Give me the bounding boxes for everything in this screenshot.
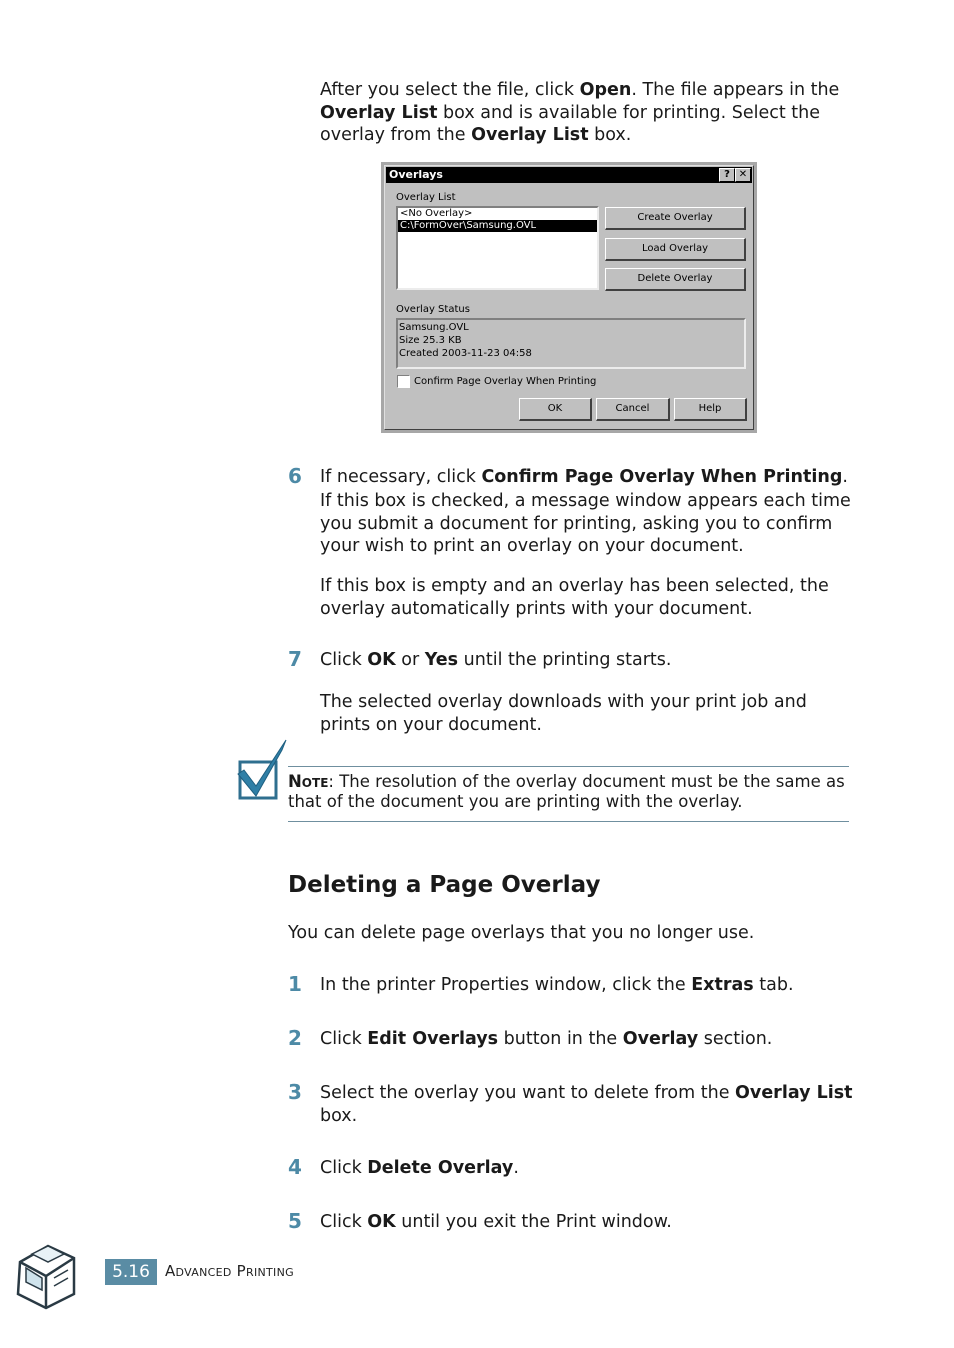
text: If necessary, click	[320, 467, 482, 487]
printer-icon	[14, 1238, 78, 1310]
text: box.	[320, 1105, 358, 1126]
text: box.	[588, 125, 632, 145]
overlay-list-label: Overlay List	[396, 192, 456, 203]
bold-text: Overlay	[622, 1029, 699, 1049]
text: Click	[320, 1212, 368, 1232]
text: : The resolution of the overlay document must be the same as that of the document you are printing with the overlay.	[288, 772, 845, 811]
load-overlay-button[interactable]: Load Overlay	[605, 238, 746, 261]
overlays-dialog	[384, 165, 754, 430]
bold-text: OK	[367, 650, 396, 670]
step-text	[320, 1028, 860, 1051]
text: . The file appears in the	[631, 80, 840, 100]
text: until the printing starts.	[458, 650, 672, 670]
text: section.	[698, 1029, 773, 1049]
help-title-button[interactable]: ?	[719, 168, 735, 182]
intro-paragraph	[320, 79, 860, 147]
text: or	[395, 650, 425, 670]
step-number: 7	[288, 647, 302, 671]
status-line: Size 25.3 KB	[399, 335, 462, 346]
step-detail: The selected overlay downloads with your print job and prints on your document.	[320, 692, 807, 735]
bold-text: Overlay List	[735, 1083, 853, 1103]
text: box and is available for printing. Select the overlay from the	[320, 102, 821, 145]
step-number: 6	[288, 464, 302, 488]
create-overlay-button[interactable]: Create Overlay	[605, 207, 746, 230]
bold-text: Yes	[424, 650, 459, 670]
text: tab.	[753, 975, 794, 995]
text: button in the	[498, 1029, 623, 1049]
confirm-checkbox-label: Confirm Page Overlay When Printing	[414, 376, 597, 387]
note-label: Note	[288, 772, 329, 791]
overlays-dialog-screenshot	[381, 162, 757, 433]
step-detail: If this box is checked, a message window appears each time you submit a document for printing, asking you to confirm your wish to print an overlay on your document.	[320, 491, 851, 556]
text: until you exit the Print window.	[395, 1212, 672, 1232]
text: Click	[320, 1158, 368, 1178]
bold-text: Overlay List	[471, 125, 589, 145]
section-intro: You can delete page overlays that you no longer use.	[288, 923, 755, 943]
step-text	[320, 466, 860, 489]
status-line: Samsung.OVL	[399, 322, 469, 333]
note-top-rule	[288, 766, 849, 767]
overlay-status-box	[396, 318, 746, 369]
status-line: Created 2003-11-23 04:58	[399, 348, 532, 359]
bold-text: Extras	[691, 975, 754, 995]
step-number: 4	[288, 1155, 302, 1179]
step-detail: If this box is empty and an overlay has been selected, the overlay automatically prints with your document.	[320, 576, 829, 619]
ok-button[interactable]: OK	[519, 398, 592, 421]
step-number: 3	[288, 1080, 302, 1104]
overlay-status-label: Overlay Status	[396, 304, 470, 315]
bold-text: Confirm Page Overlay When Printing	[481, 467, 843, 487]
step-text	[320, 1211, 860, 1234]
close-icon[interactable]: ✕	[735, 168, 751, 182]
text: In the printer Properties window, click the	[320, 975, 692, 995]
bold-text: Edit Overlays	[367, 1029, 499, 1049]
step-text	[320, 974, 860, 997]
note-bottom-rule	[288, 821, 849, 822]
step-number: 5	[288, 1209, 302, 1233]
text: After you select the file, click	[320, 80, 580, 100]
checkmark-note-icon	[236, 738, 288, 802]
text: Select the overlay you want to delete from the	[320, 1083, 736, 1103]
overlay-list-box[interactable]	[396, 206, 599, 290]
list-item[interactable]: <No Overlay>	[400, 208, 473, 219]
bold-text: Open	[579, 80, 632, 100]
bold-text: Overlay List	[320, 102, 438, 123]
text: .	[842, 467, 848, 487]
text: Click	[320, 650, 368, 670]
chapter-title: Advanced Printing	[165, 1262, 294, 1280]
bold-text: Delete Overlay	[367, 1158, 514, 1178]
bold-text: OK	[367, 1212, 396, 1232]
section-heading: Deleting a Page Overlay	[288, 872, 601, 898]
list-item-selected[interactable]: C:\FormOver\Samsung.OVL	[398, 220, 597, 232]
step-text	[320, 1157, 860, 1180]
step-number: 2	[288, 1026, 302, 1050]
help-button[interactable]: Help	[674, 398, 747, 421]
dialog-title-bar	[386, 167, 752, 183]
page-number: 5.16	[105, 1259, 157, 1285]
step-number: 1	[288, 972, 302, 996]
delete-overlay-button[interactable]: Delete Overlay	[605, 268, 746, 291]
text: Click	[320, 1029, 368, 1049]
step-text	[320, 1082, 860, 1127]
cancel-button[interactable]: Cancel	[596, 398, 670, 421]
step-text	[320, 649, 860, 672]
note-text	[288, 772, 853, 812]
confirm-checkbox[interactable]	[397, 375, 410, 388]
dialog-title: Overlays	[389, 168, 443, 181]
text: .	[513, 1158, 519, 1178]
